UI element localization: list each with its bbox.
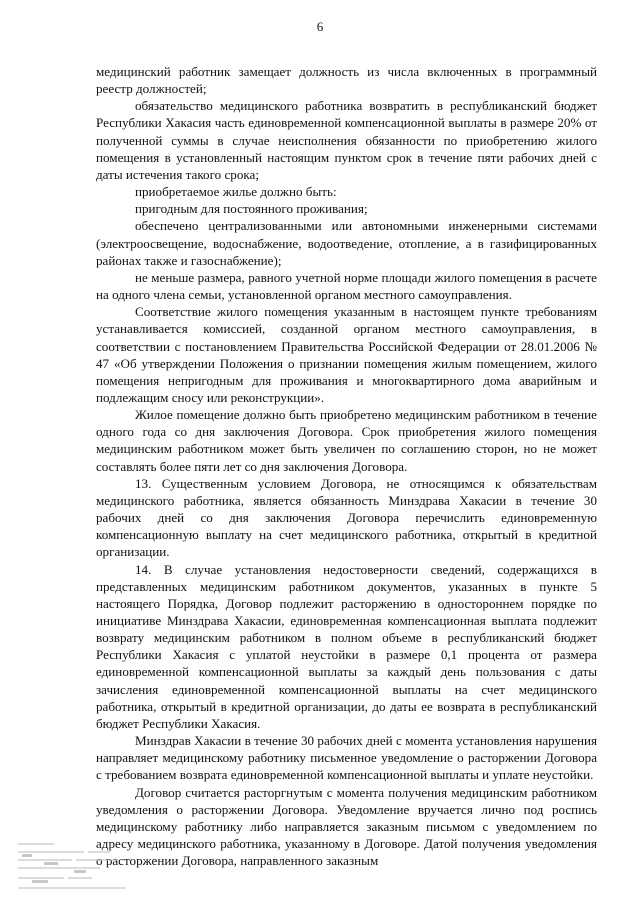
paragraph: Договор считается расторгнутым с момента получения медицинским работником уведомления о расторжении Договора. Уведомление вручается лично под роспись медицинскому работнику либо направляется заказным письмом с уведомлением по адресу медицинского работника, указанному в Договоре. Датой получения уведомления о расторжении Договора, направленного заказным <box>96 784 597 869</box>
paragraph: не меньше размера, равного учетной норме площади жилого помещения в расчете на одного члена семьи, установленной органом местного самоуправления. <box>96 269 597 303</box>
paragraph: медицинский работник замещает должность из числа включенных в программный реестр должностей; <box>96 64 597 97</box>
document-body <box>96 63 597 869</box>
faint-stamp-mark <box>14 838 132 894</box>
paragraph: 14. В случае установления недостоверности сведений, содержащихся в представленных медицинским работником документов, указанных в пункте 5 настоящего Порядка, Договор подлежит расторжению в одностороннем порядке по инициативе Минздрава Хакасии, единовременная компенсационная выплата подлежит возврату медицинским работником в полном объеме в республиканский бюджет Республики Хакасия с уплатой неустойки в размере 0,1 процента от размера единовременной компенсационной выплаты за каждый день пользования с даты зачисления единовременной компенсационной выплаты на счет медицинского работника, открытый в кредитной организации, до даты ее возврата в республиканский бюджет Республики Хакасия. <box>96 561 597 731</box>
paragraph: Соответствие жилого помещения указанным в настоящем пункте требованиям устанавливается комиссией, созданной органом местного самоуправления, в соответствии с постановлением Правительства Российской Федерации от 28.01.2006 № 47 «Об утверждении Положения о признании помещения жилым помещением, жилого помещения непригодным для проживания и многоквартирного дома аварийным и подлежащим сносу или реконструкции». <box>96 304 597 405</box>
paragraph: обеспечено централизованными или автономными инженерными системами (электроосвещение, водоснабжение, водоотведение, отопление, а в газифицированных районах также и газоснабжение); <box>96 218 597 268</box>
paragraph: Минздрав Хакасии в течение 30 рабочих дней с момента установления нарушения направляет медицинскому работнику письменное уведомление о расторжении Договора с требованием возврата единовременной компенсационной выплаты и уплате неустойки. <box>96 733 597 783</box>
paragraph: обязательство медицинского работника возвратить в республиканский бюджет Республики Хакасия часть единовременной компенсационной выплаты в размере 20% от полученной суммы в случае неисполнения обязанности по приобретению жилого помещения в установленный настоящим пунктом срок в течение пяти рабочих дней с даты истечения такого срока; <box>96 98 597 182</box>
paragraph: 13. Существенным условием Договора, не относящимся к обязательствам медицинского работника, является обязанность Минздрава Хакасии в течение 30 рабочих дней со дня заключения Договора перечислить единовременную компенсационную выплату на счет медицинского работника, открытый в кредитной организации. <box>96 475 597 560</box>
page-number: 6 <box>316 19 324 34</box>
paragraph: пригодным для постоянного проживания; <box>135 201 368 217</box>
paragraph: приобретаемое жилье должно быть: <box>135 184 337 200</box>
paragraph: Жилое помещение должно быть приобретено медицинским работником в течение одного года со дня заключения Договора. Срок приобретения жилого помещения медицинским работником может быть увеличен по соглашению сторон, но не может составлять более пяти лет со дня заключения Договора. <box>96 407 597 474</box>
